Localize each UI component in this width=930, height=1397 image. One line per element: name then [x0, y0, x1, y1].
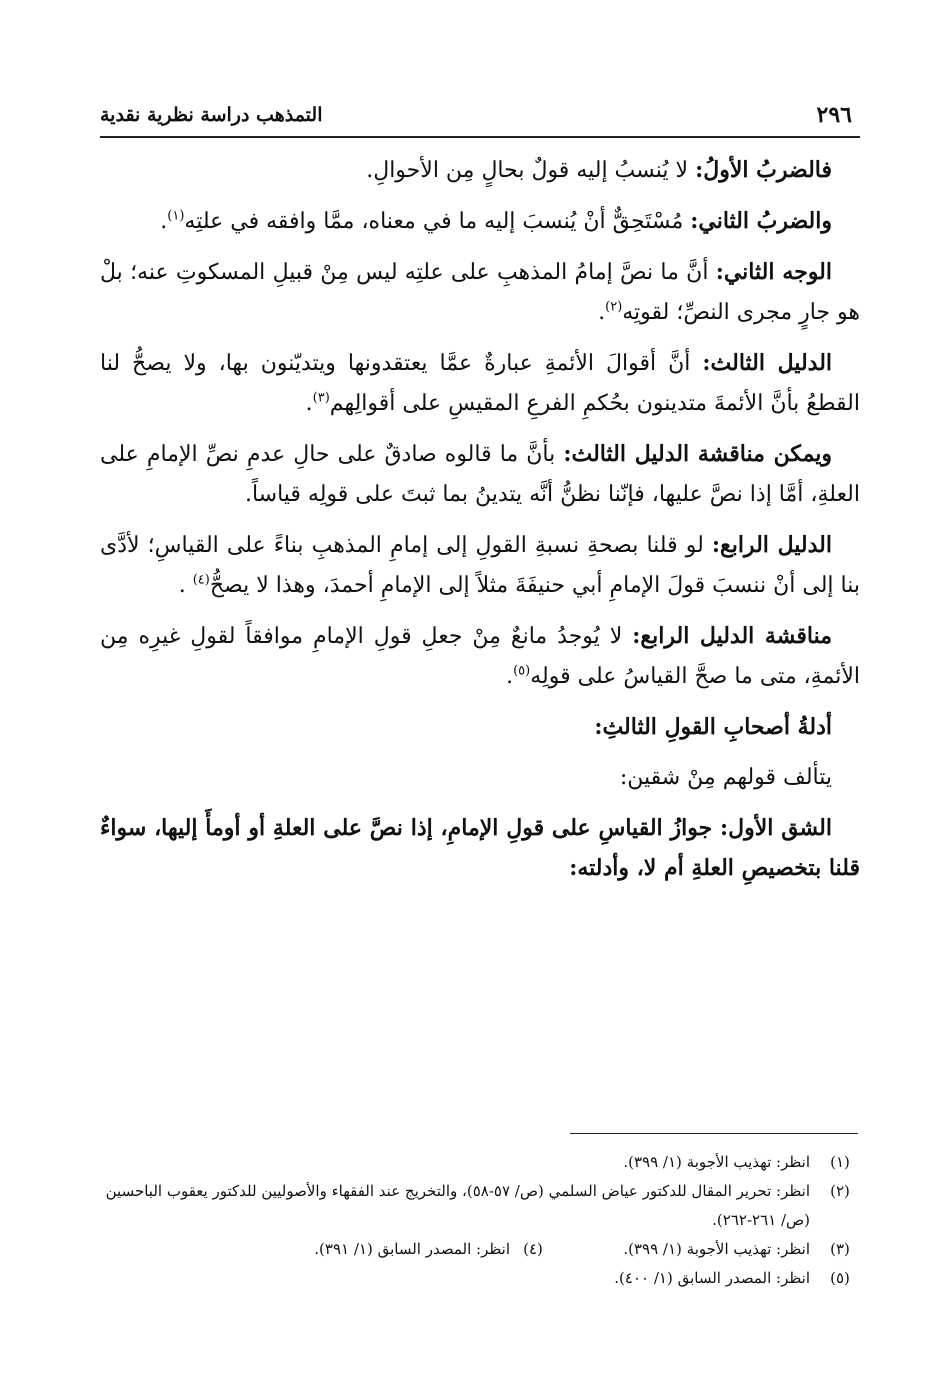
paragraph-text: مُسْتَحِقٌّ أنْ يُنسبَ إليه ما في معناه، ممَّا وافقه في علتِه: [184, 209, 691, 234]
footnote: [100, 1148, 860, 1177]
paragraph: [100, 252, 860, 333]
paragraph-heading: مناقشة الدليل الرابع:: [632, 623, 832, 649]
footnote-number: (٢): [830, 1182, 850, 1200]
footnotes: [100, 1148, 860, 1293]
page-number: ٢٩٦: [816, 102, 852, 128]
paragraph-heading: فالضربُ الأولُ:: [695, 157, 832, 183]
page-header: [100, 98, 860, 134]
paragraph-end: .: [506, 664, 514, 689]
section-heading-text: أدلةُ أصحابِ القولِ الثالثِ:: [594, 714, 832, 740]
paragraph-text: أنَّ ما نصَّ إمامُ المذهبِ على علتِه ليس مِنْ قبيلِ المسكوتِ عنه؛ بلْ هو جارٍ مجرى النصِّ؛ لقوتِه: [100, 260, 860, 325]
paragraph: [100, 150, 860, 191]
footnote-ref[interactable]: (٣): [312, 390, 330, 406]
paragraph-text: الشق الأول: جوازُ القياسِ على قولِ الإمامِ، إذا نصَّ على العلةِ أو أومأَ إليها، سواءٌ قلنا بتخصيصِ العلةِ أم لا، وأدلته:: [100, 815, 860, 881]
paragraph-text: لا يُنسبُ إليه قولٌ بحالٍ مِن الأحوالِ.: [366, 158, 696, 183]
footnote-ref[interactable]: (١): [167, 208, 185, 224]
paragraph-heading: الدليل الرابع:: [711, 532, 832, 558]
paragraph-text: لو قلنا بصحةِ نسبةِ القولِ إلى إمامِ المذهبِ بناءً على القياسِ؛ لأدَّى بنا إلى أنْ ننسبَ قولَ الإمامِ أبي حنيفَةَ مثلاً إلى الإمامِ أحمدَ، وهذا لا يصحُّ: [100, 533, 860, 598]
paragraph-end: .: [598, 300, 606, 325]
paragraph: [100, 201, 860, 242]
paragraph-heading: ويمكن مناقشة الدليل الثالث:: [563, 441, 833, 467]
footnote-text: انظر: تحرير المقال للدكتور عياض السلمي (ص/ ٥٧-٥٨)، والتخريج عند الفقهاء والأصوليين للدكتور يعقوب الباحسين (ص/ ٢٦١-٢٦٢).: [105, 1182, 810, 1229]
paragraph-text: بأنَّ ما قالوه صادقٌ على حالِ عدمِ نصِّ الإمامِ على العلةِ، أمَّا إذا نصَّ عليها، فإنّنا نظنُّ أنَّه يتدينُ بما ثبتَ على قولِه قياساً.: [100, 442, 860, 507]
paragraph-end: .: [178, 573, 193, 598]
footnote: [100, 1264, 860, 1293]
paragraph-text: أنَّ أقوالَ الأئمةِ عبارةٌ عمَّا يعتقدونها ويتديّنون بها، ولا يصحُّ لنا القطعُ بأنَّ الأئمةَ متدينون بحُكمِ الفرعِ المقيسِ على أقوالِهم: [100, 351, 860, 416]
footnote-ref[interactable]: (٤): [192, 572, 210, 588]
header-divider: [100, 136, 860, 138]
paragraph-heading: والضربُ الثاني:: [690, 208, 832, 234]
paragraph: [100, 758, 860, 798]
footnote-number: (١): [830, 1153, 850, 1171]
paragraph-text: لا يُوجدُ مانعٌ مِنْ جعلِ قولِ الإمامِ موافقاً لقولِ غيرِه مِن الأئمةِ، متى ما صحَّ القياسُ على قولِه: [100, 624, 860, 689]
paragraph: [100, 616, 860, 697]
footnote-text: انظر: تهذيب الأجوبة (١/ ٣٩٩).: [623, 1240, 810, 1258]
paragraph-text: يتألف قولهم مِنْ شقين:: [619, 765, 832, 790]
section-heading: [100, 707, 860, 748]
footnote: [623, 1235, 860, 1264]
footnote-number: (٣): [830, 1240, 850, 1258]
paragraph-end: .: [160, 209, 168, 234]
paragraph-heading: الوجه الثاني:: [715, 259, 832, 285]
footnote-text: انظر: المصدر السابق (١/ ٣٩١).: [314, 1240, 510, 1258]
footnote-row: [100, 1235, 860, 1264]
footnote-number: (٤): [523, 1240, 543, 1258]
footnote: [314, 1235, 550, 1264]
footnote-ref[interactable]: (٢): [605, 299, 623, 315]
footnote-number: (٥): [830, 1269, 850, 1287]
paragraph-heading: الدليل الثالث:: [702, 350, 833, 376]
footnote-divider: [570, 1133, 858, 1134]
footnote-text: انظر: تهذيب الأجوبة (١/ ٣٩٩).: [623, 1153, 810, 1171]
footnote-ref[interactable]: (٥): [513, 663, 531, 679]
paragraph: [100, 434, 860, 515]
paragraph-end: .: [305, 391, 313, 416]
paragraph: [100, 343, 860, 424]
paragraph: [100, 808, 860, 888]
paragraph: [100, 525, 860, 606]
footnote: [100, 1177, 860, 1235]
footnote-text: انظر: المصدر السابق (١/ ٤٠٠).: [614, 1269, 810, 1287]
running-title: التمذهب دراسة نظرية نقدية: [100, 104, 323, 126]
main-text: [100, 150, 860, 898]
